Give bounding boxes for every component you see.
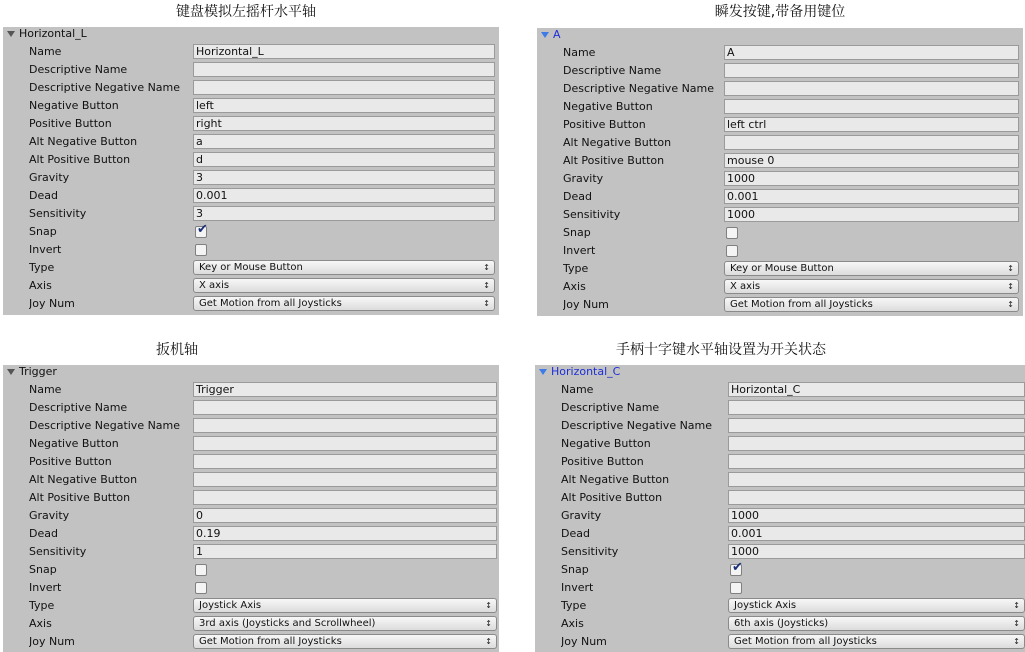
gravity-field[interactable]: 0 xyxy=(193,508,497,523)
field-label: Joy Num xyxy=(29,635,75,648)
dropdown-value: Key or Mouse Button xyxy=(730,263,834,274)
snap-checkbox[interactable] xyxy=(195,564,207,576)
invert-checkbox[interactable] xyxy=(195,582,207,594)
panel-header[interactable] xyxy=(537,28,1023,42)
panel-header-title: Trigger xyxy=(19,365,57,378)
field-row-name xyxy=(3,381,499,399)
caption-panel-1: 键盘模拟左摇杆水平轴 xyxy=(176,4,316,20)
field-row-descriptive-name xyxy=(535,399,1025,417)
field-label: Name xyxy=(561,383,594,396)
field-label: Joy Num xyxy=(561,635,607,648)
alt-negative-button-field[interactable] xyxy=(728,472,1025,487)
field-row-dead xyxy=(537,188,1023,206)
field-row-sensitivity xyxy=(535,543,1025,561)
negative-button-field[interactable]: left xyxy=(193,98,495,113)
field-label: Positive Button xyxy=(563,118,646,131)
dropdown-value: Get Motion from all Joysticks xyxy=(734,636,877,647)
field-row-descriptive-negative-name xyxy=(537,80,1023,98)
negative-button-field[interactable] xyxy=(728,436,1025,451)
field-label: Alt Positive Button xyxy=(561,491,663,504)
type-dropdown[interactable] xyxy=(193,598,497,613)
sensitivity-field[interactable]: 1 xyxy=(193,544,497,559)
up-down-arrow-icon: ↕ xyxy=(485,637,492,646)
name-field[interactable]: Horizontal_C xyxy=(728,382,1025,397)
field-label: Sensitivity xyxy=(29,545,87,558)
field-label: Descriptive Name xyxy=(29,401,128,414)
field-row-alt-negative-button xyxy=(3,471,499,489)
positive-button-field[interactable] xyxy=(728,454,1025,469)
dead-field[interactable]: 0.001 xyxy=(193,188,495,203)
name-field[interactable]: Horizontal_L xyxy=(193,44,495,59)
field-row-descriptive-name xyxy=(537,62,1023,80)
field-row-snap xyxy=(535,561,1025,579)
snap-checkbox[interactable] xyxy=(726,227,738,239)
field-label: Descriptive Negative Name xyxy=(561,419,713,432)
dropdown-value: Key or Mouse Button xyxy=(199,262,303,273)
field-label: Negative Button xyxy=(563,100,653,113)
positive-button-field[interactable]: right xyxy=(193,116,495,131)
gravity-field[interactable]: 1000 xyxy=(724,171,1019,186)
field-label: Positive Button xyxy=(29,117,112,130)
field-label: Descriptive Negative Name xyxy=(29,81,181,94)
field-row-sensitivity xyxy=(3,543,499,561)
field-label: Descriptive Name xyxy=(561,401,660,414)
snap-checkbox[interactable] xyxy=(195,222,208,238)
field-label: Joy Num xyxy=(563,298,609,311)
dead-field[interactable]: 0.19 xyxy=(193,526,497,541)
dropdown-value: Get Motion from all Joysticks xyxy=(730,299,873,310)
field-label: Alt Positive Button xyxy=(29,153,131,166)
inspector-panel-trigger xyxy=(3,365,499,652)
caption-panel-3: 扳机轴 xyxy=(156,342,198,358)
invert-checkbox[interactable] xyxy=(195,244,207,256)
up-down-arrow-icon: ↕ xyxy=(1007,264,1014,273)
field-row-axis xyxy=(3,615,499,633)
alt-negative-button-field[interactable]: a xyxy=(193,134,495,149)
field-row-sensitivity xyxy=(3,205,499,223)
up-down-arrow-icon: ↕ xyxy=(483,281,490,290)
field-row-name xyxy=(537,44,1023,62)
panel-header-title: Horizontal_C xyxy=(551,365,621,378)
field-row-negative-button xyxy=(535,435,1025,453)
field-label: Axis xyxy=(29,279,52,292)
joy-num-dropdown[interactable] xyxy=(193,634,497,649)
field-row-descriptive-negative-name xyxy=(3,79,499,97)
field-row-negative-button xyxy=(3,435,499,453)
panel-header[interactable] xyxy=(3,27,499,41)
field-row-descriptive-negative-name xyxy=(535,417,1025,435)
alt-negative-button-field[interactable] xyxy=(193,472,497,487)
field-row-type xyxy=(537,260,1023,278)
dropdown-value: Get Motion from all Joysticks xyxy=(199,636,342,647)
name-field[interactable]: Trigger xyxy=(193,382,497,397)
field-label: Dead xyxy=(29,527,58,540)
gravity-field[interactable]: 3 xyxy=(193,170,495,185)
field-label: Snap xyxy=(563,226,591,239)
dead-field[interactable]: 0.001 xyxy=(728,526,1025,541)
field-label: Snap xyxy=(29,225,57,238)
field-label: Axis xyxy=(29,617,52,630)
field-label: Gravity xyxy=(563,172,604,185)
dropdown-value: X axis xyxy=(199,280,230,291)
field-label: Name xyxy=(563,46,596,59)
axis-dropdown[interactable] xyxy=(193,278,495,293)
field-row-joy-num xyxy=(537,296,1023,314)
field-row-gravity xyxy=(3,507,499,525)
field-row-joy-num xyxy=(3,295,499,313)
dropdown-value: X axis xyxy=(730,281,761,292)
field-label: Negative Button xyxy=(29,437,119,450)
field-row-dead xyxy=(535,525,1025,543)
field-label: Negative Button xyxy=(561,437,651,450)
axis-dropdown[interactable] xyxy=(193,616,497,631)
joy-num-dropdown[interactable] xyxy=(728,634,1025,649)
field-label: Alt Negative Button xyxy=(561,473,670,486)
invert-checkbox[interactable] xyxy=(726,245,738,257)
field-row-name xyxy=(535,381,1025,399)
up-down-arrow-icon: ↕ xyxy=(1007,282,1014,291)
negative-button-field[interactable] xyxy=(724,99,1019,114)
foldout-arrow-icon[interactable] xyxy=(541,32,549,38)
field-label: Descriptive Name xyxy=(563,64,662,77)
field-row-invert xyxy=(3,241,499,259)
field-label: Invert xyxy=(561,581,594,594)
field-label: Invert xyxy=(563,244,596,257)
field-label: Axis xyxy=(561,617,584,630)
field-row-alt-positive-button xyxy=(3,489,499,507)
type-dropdown[interactable] xyxy=(193,260,495,275)
up-down-arrow-icon: ↕ xyxy=(483,299,490,308)
field-row-snap xyxy=(3,561,499,579)
field-row-dead xyxy=(3,187,499,205)
field-row-gravity xyxy=(535,507,1025,525)
axis-dropdown[interactable] xyxy=(724,279,1019,294)
field-label: Snap xyxy=(561,563,589,576)
alt-negative-button-field[interactable] xyxy=(724,135,1019,150)
positive-button-field[interactable]: left ctrl xyxy=(724,117,1019,132)
type-dropdown[interactable] xyxy=(728,598,1025,613)
field-label: Gravity xyxy=(561,509,602,522)
field-label: Name xyxy=(29,45,62,58)
descriptive-name-field[interactable] xyxy=(193,400,497,415)
field-row-snap xyxy=(3,223,499,241)
field-label: Dead xyxy=(563,190,592,203)
alt-positive-button-field[interactable]: mouse 0 xyxy=(724,153,1019,168)
descriptive-negative-name-field[interactable] xyxy=(724,81,1019,96)
axis-dropdown[interactable] xyxy=(728,616,1025,631)
field-row-snap xyxy=(537,224,1023,242)
up-down-arrow-icon: ↕ xyxy=(485,601,492,610)
field-label: Positive Button xyxy=(29,455,112,468)
name-field[interactable]: A xyxy=(724,45,1019,60)
field-label: Sensitivity xyxy=(29,207,87,220)
field-label: Sensitivity xyxy=(561,545,619,558)
field-row-descriptive-name xyxy=(3,61,499,79)
caption-panel-2: 瞬发按键,带备用键位 xyxy=(714,4,846,20)
checkmark-icon: ✔ xyxy=(732,560,743,575)
sensitivity-field[interactable]: 1000 xyxy=(728,544,1025,559)
type-dropdown[interactable] xyxy=(724,261,1019,276)
descriptive-negative-name-field[interactable] xyxy=(728,418,1025,433)
field-label: Gravity xyxy=(29,171,70,184)
joy-num-dropdown[interactable] xyxy=(724,297,1019,312)
dead-field[interactable]: 0.001 xyxy=(724,189,1019,204)
foldout-arrow-icon[interactable] xyxy=(539,369,547,375)
field-row-invert xyxy=(535,579,1025,597)
up-down-arrow-icon: ↕ xyxy=(1013,619,1020,628)
field-label: Type xyxy=(29,261,55,274)
field-row-type xyxy=(3,259,499,277)
alt-positive-button-field[interactable] xyxy=(193,490,497,505)
field-label: Gravity xyxy=(29,509,70,522)
field-label: Descriptive Name xyxy=(29,63,128,76)
field-row-alt-negative-button xyxy=(537,134,1023,152)
field-label: Invert xyxy=(29,243,62,256)
up-down-arrow-icon: ↕ xyxy=(1007,300,1014,309)
field-row-sensitivity xyxy=(537,206,1023,224)
joy-num-dropdown[interactable] xyxy=(193,296,495,311)
field-label: Dead xyxy=(29,189,58,202)
field-row-invert xyxy=(3,579,499,597)
field-label: Positive Button xyxy=(561,455,644,468)
field-label: Alt Negative Button xyxy=(563,136,672,149)
up-down-arrow-icon: ↕ xyxy=(1013,601,1020,610)
descriptive-negative-name-field[interactable] xyxy=(193,418,497,433)
dropdown-value: Joystick Axis xyxy=(734,600,797,611)
field-label: Alt Negative Button xyxy=(29,135,138,148)
sensitivity-field[interactable]: 1000 xyxy=(724,207,1019,222)
field-label: Descriptive Negative Name xyxy=(563,82,715,95)
caption-panel-4: 手柄十字键水平轴设置为开关状态 xyxy=(616,342,826,358)
dropdown-value: Joystick Axis xyxy=(199,600,262,611)
field-label: Descriptive Negative Name xyxy=(29,419,181,432)
descriptive-negative-name-field[interactable] xyxy=(193,80,495,95)
field-label: Type xyxy=(563,262,589,275)
snap-checkbox[interactable] xyxy=(730,560,743,576)
panel-header[interactable] xyxy=(535,365,1025,379)
field-label: Negative Button xyxy=(29,99,119,112)
sensitivity-field[interactable]: 3 xyxy=(193,206,495,221)
invert-checkbox[interactable] xyxy=(730,582,742,594)
inspector-panel-horizontal-l xyxy=(3,27,499,315)
field-row-positive-button xyxy=(535,453,1025,471)
panel-header[interactable] xyxy=(3,365,499,379)
inspector-panel-horizontal-c xyxy=(535,365,1025,652)
field-row-joy-num xyxy=(535,633,1025,651)
field-row-descriptive-name xyxy=(3,399,499,417)
alt-positive-button-field[interactable]: d xyxy=(193,152,495,167)
field-row-axis xyxy=(537,278,1023,296)
field-label: Invert xyxy=(29,581,62,594)
field-label: Snap xyxy=(29,563,57,576)
dropdown-value: 3rd axis (Joysticks and Scrollwheel) xyxy=(199,618,376,629)
field-row-name xyxy=(3,43,499,61)
field-label: Axis xyxy=(563,280,586,293)
field-label: Type xyxy=(29,599,55,612)
up-down-arrow-icon: ↕ xyxy=(483,263,490,272)
field-row-dead xyxy=(3,525,499,543)
field-row-type xyxy=(3,597,499,615)
field-row-alt-negative-button xyxy=(535,471,1025,489)
field-row-axis xyxy=(535,615,1025,633)
dropdown-value: Get Motion from all Joysticks xyxy=(199,298,342,309)
foldout-arrow-icon[interactable] xyxy=(7,369,15,375)
up-down-arrow-icon: ↕ xyxy=(1013,637,1020,646)
up-down-arrow-icon: ↕ xyxy=(485,619,492,628)
field-row-positive-button xyxy=(3,115,499,133)
field-row-gravity xyxy=(537,170,1023,188)
alt-positive-button-field[interactable] xyxy=(728,490,1025,505)
field-row-alt-positive-button xyxy=(537,152,1023,170)
descriptive-name-field[interactable] xyxy=(193,62,495,77)
field-row-alt-positive-button xyxy=(535,489,1025,507)
field-label: Alt Negative Button xyxy=(29,473,138,486)
dropdown-value: 6th axis (Joysticks) xyxy=(734,618,829,629)
field-label: Name xyxy=(29,383,62,396)
field-row-alt-positive-button xyxy=(3,151,499,169)
checkmark-icon: ✔ xyxy=(197,222,208,237)
gravity-field[interactable]: 1000 xyxy=(728,508,1025,523)
foldout-arrow-icon[interactable] xyxy=(7,31,15,37)
field-row-invert xyxy=(537,242,1023,260)
field-row-type xyxy=(535,597,1025,615)
panel-header-title: A xyxy=(553,28,561,41)
field-row-joy-num xyxy=(3,633,499,651)
field-label: Joy Num xyxy=(29,297,75,310)
field-row-positive-button xyxy=(537,116,1023,134)
inspector-panel-a xyxy=(537,28,1023,316)
descriptive-name-field[interactable] xyxy=(728,400,1025,415)
field-label: Alt Positive Button xyxy=(563,154,665,167)
field-label: Type xyxy=(561,599,587,612)
field-label: Dead xyxy=(561,527,590,540)
descriptive-name-field[interactable] xyxy=(724,63,1019,78)
field-label: Sensitivity xyxy=(563,208,621,221)
field-row-gravity xyxy=(3,169,499,187)
field-row-negative-button xyxy=(3,97,499,115)
positive-button-field[interactable] xyxy=(193,454,497,469)
field-row-axis xyxy=(3,277,499,295)
negative-button-field[interactable] xyxy=(193,436,497,451)
field-row-alt-negative-button xyxy=(3,133,499,151)
field-row-descriptive-negative-name xyxy=(3,417,499,435)
field-label: Alt Positive Button xyxy=(29,491,131,504)
field-row-positive-button xyxy=(3,453,499,471)
panel-header-title: Horizontal_L xyxy=(19,27,87,40)
field-row-negative-button xyxy=(537,98,1023,116)
